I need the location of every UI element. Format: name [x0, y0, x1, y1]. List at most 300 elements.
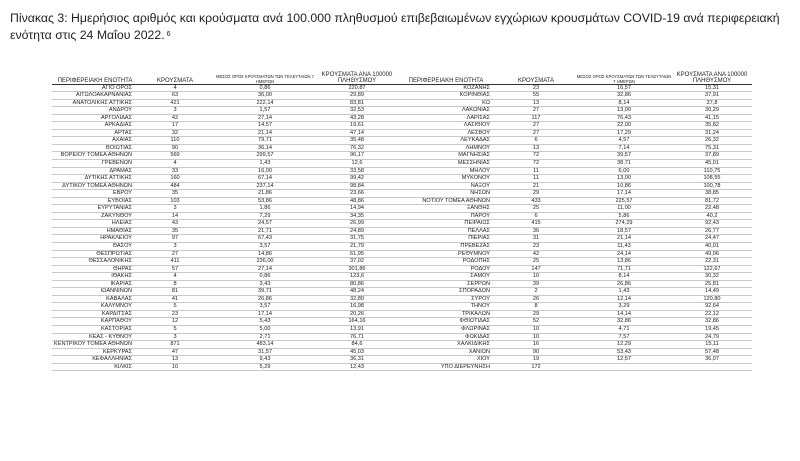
table-row [52, 137, 752, 145]
region-cell-left: ΚΑΡΠΑΘΟΥ [52, 318, 138, 326]
header-region-left: ΠΕΡΙΦΕΡΕΙΑΚΗ ΕΝΟΤΗΤΑ [52, 68, 138, 84]
avg-cell-right: 8,14 [576, 273, 672, 281]
cases-cell-left: 35 [138, 227, 212, 235]
cases-cell-right: 42 [496, 250, 576, 258]
per100k-cell-right: 100,78 [672, 182, 752, 190]
region-cell-right: ΠΕΛΛΑΣ [396, 227, 496, 235]
avg-cell-right: 32,86 [576, 318, 672, 326]
per100k-cell-right: 110,75 [672, 167, 752, 175]
table-row [52, 144, 752, 152]
per100k-cell-left: 48,24 [318, 288, 396, 296]
avg-cell-left: 21,71 [212, 227, 318, 235]
per100k-cell-right: 22,31 [672, 258, 752, 266]
cases-cell-right: 415 [496, 220, 576, 228]
per100k-cell-right: 108,55 [672, 175, 752, 183]
per100k-cell-left: 32,53 [318, 107, 396, 115]
cases-cell-left: 10 [138, 363, 212, 371]
avg-cell-left: 483,14 [212, 341, 318, 349]
cases-cell-left: 23 [138, 310, 212, 318]
table-row [52, 265, 752, 273]
avg-cell-right: 11,43 [576, 242, 672, 250]
avg-cell-right: 1,43 [576, 288, 672, 296]
region-cell-left: ΘΕΣΠΡΩΤΙΑΣ [52, 250, 138, 258]
region-cell-right: ΣΥΡΟΥ [396, 295, 496, 303]
cases-cell-left: 14 [138, 212, 212, 220]
per100k-cell-left: 19,61 [318, 122, 396, 130]
region-cell-left: ΚΕΑΣ - ΚΥΘΝΟΥ [52, 333, 138, 341]
cases-cell-left: 43 [138, 220, 212, 228]
cases-cell-right: 172 [496, 363, 576, 371]
per100k-cell-right: 41,15 [672, 114, 752, 122]
region-cell-left: ΙΩΑΝΝΙΝΩΝ [52, 288, 138, 296]
per100k-cell-left: 37,02 [318, 258, 396, 266]
per100k-cell-right: 120,80 [672, 295, 752, 303]
per100k-cell-left: 98,84 [318, 182, 396, 190]
cases-cell-left: 47 [138, 348, 212, 356]
avg-cell-left: 236,00 [212, 258, 318, 266]
cases-cell-left: 160 [138, 175, 212, 183]
region-cell-right: ΤΗΝΟΥ [396, 303, 496, 311]
region-cell-left: ΒΟΡΕΙΟΥ ΤΟΜΕΑ ΑΘΗΝΩΝ [52, 152, 138, 160]
cases-cell-left: 63 [138, 92, 212, 100]
region-cell-left: ΓΡΕΒΕΝΩΝ [52, 159, 138, 167]
region-cell-left: ΖΑΚΥΝΘΟΥ [52, 212, 138, 220]
cases-cell-left: 110 [138, 137, 212, 145]
avg-cell-right: 8,14 [576, 99, 672, 107]
table-row [52, 280, 752, 288]
cases-cell-right: 29 [496, 310, 576, 318]
avg-cell-left: 14,86 [212, 250, 318, 258]
per100k-cell-right [672, 363, 752, 371]
cases-cell-left: 3 [138, 333, 212, 341]
per100k-cell-right: 24,47 [672, 235, 752, 243]
region-cell-right: ΝΟΤΙΟΥ ΤΟΜΕΑ ΑΘΗΝΩΝ [396, 197, 496, 205]
region-cell-right: ΛΗΜΝΟΥ [396, 144, 496, 152]
table-row [52, 220, 752, 228]
per100k-cell-right: 37,89 [672, 152, 752, 160]
avg-cell-right: 17,14 [576, 190, 672, 198]
header-avg-right: ΜΕΣΟΣ ΟΡΟΣ ΚΡΟΥΣΜΑΤΩΝ ΤΩΝ ΤΕΛΕΥΤΑΙΩΝ 7 ΗΜΕΡΩΝ [576, 68, 672, 84]
cases-cell-right: 13 [496, 99, 576, 107]
cases-cell-left: 90 [138, 144, 212, 152]
header-per100k-right: ΚΡΟΥΣΜΑΤΑ ΑΝΑ 100000 ΠΛΗΘΥΣΜΟΥ [672, 68, 752, 84]
avg-cell-right: 39,57 [576, 152, 672, 160]
table-row [52, 235, 752, 243]
per100k-cell-right: 81,72 [672, 197, 752, 205]
avg-cell-right: 12,29 [576, 341, 672, 349]
avg-cell-left: 237,14 [212, 182, 318, 190]
region-cell-right: ΛΑΡΙΣΑΣ [396, 114, 496, 122]
per100k-cell-left: 45,03 [318, 348, 396, 356]
avg-cell-right: 53,43 [576, 348, 672, 356]
cases-cell-right: 72 [496, 152, 576, 160]
covid-cases-table [52, 68, 752, 371]
cases-cell-right: 8 [496, 303, 576, 311]
table-row [52, 129, 752, 137]
avg-cell-left: 16,00 [212, 167, 318, 175]
avg-cell-right: 5,86 [576, 212, 672, 220]
per100k-cell-right: 24,79 [672, 333, 752, 341]
cases-cell-right: 147 [496, 265, 576, 273]
cases-cell-left: 103 [138, 197, 212, 205]
per100k-cell-right: 45,01 [672, 159, 752, 167]
cases-cell-left: 32 [138, 129, 212, 137]
cases-cell-right: 10 [496, 333, 576, 341]
cases-cell-right: 10 [496, 273, 576, 281]
region-cell-left: ΘΕΣΣΑΛΟΝΙΚΗΣ [52, 258, 138, 266]
per100k-cell-left: 31,75 [318, 235, 396, 243]
region-cell-right: ΝΗΣΩΝ [396, 190, 496, 198]
cases-cell-left: 411 [138, 258, 212, 266]
per100k-cell-right: 92,64 [672, 303, 752, 311]
cases-cell-right: 26 [496, 295, 576, 303]
header-per100k-left: ΚΡΟΥΣΜΑΤΑ ΑΝΑ 100000 ΠΛΗΘΥΣΜΟΥ [318, 68, 396, 84]
table-row [52, 288, 752, 296]
per100k-cell-left: 35,48 [318, 137, 396, 145]
avg-cell-right: 3,29 [576, 303, 672, 311]
cases-cell-right: 27 [496, 122, 576, 130]
per100k-cell-right: 122,67 [672, 265, 752, 273]
table-row [52, 356, 752, 364]
region-cell-left: ΑΝΔΡΟΥ [52, 107, 138, 115]
avg-cell-left: 21,86 [212, 190, 318, 198]
avg-cell-left: 0,86 [212, 273, 318, 281]
per100k-cell-right: 32,86 [672, 318, 752, 326]
region-cell-left: ΗΡΑΚΛΕΙΟΥ [52, 235, 138, 243]
header-cases-left: ΚΡΟΥΣΜΑΤΑ [138, 68, 212, 84]
table-row [52, 84, 752, 92]
avg-cell-right: 32,86 [576, 92, 672, 100]
region-cell-right: ΚΩ [396, 99, 496, 107]
avg-cell-left: 67,14 [212, 175, 318, 183]
cases-cell-right: 11 [496, 175, 576, 183]
per100k-cell-left: 84,6 [318, 341, 396, 349]
avg-cell-left: 222,14 [212, 99, 318, 107]
per100k-cell-right: 49,06 [672, 250, 752, 258]
avg-cell-left: 1,57 [212, 107, 318, 115]
table-row [52, 303, 752, 311]
cases-cell-left: 421 [138, 99, 212, 107]
per100k-cell-left: 33,58 [318, 167, 396, 175]
per100k-cell-right: 40,2 [672, 212, 752, 220]
cases-cell-right: 2 [496, 288, 576, 296]
cases-cell-right: 36 [496, 227, 576, 235]
table-row [52, 258, 752, 266]
avg-cell-right: 11,00 [576, 205, 672, 213]
cases-cell-left: 4 [138, 273, 212, 281]
region-cell-left: ΚΑΣΤΟΡΙΑΣ [52, 326, 138, 334]
per100k-cell-right: 22,48 [672, 205, 752, 213]
cases-cell-left: 42 [138, 114, 212, 122]
avg-cell-right [576, 363, 672, 371]
cases-cell-left: 35 [138, 190, 212, 198]
cases-cell-left: 871 [138, 341, 212, 349]
per100k-cell-left: 23,66 [318, 190, 396, 198]
per100k-cell-left: 164,16 [318, 318, 396, 326]
per100k-cell-right: 57,48 [672, 348, 752, 356]
table-row [52, 348, 752, 356]
table-row [52, 295, 752, 303]
region-cell-right: ΦΛΩΡΙΝΑΣ [396, 326, 496, 334]
avg-cell-left: 36,14 [212, 144, 318, 152]
avg-cell-right: 24,14 [576, 250, 672, 258]
region-cell-left: ΚΑΒΑΛΑΣ [52, 295, 138, 303]
region-cell-right: ΠΕΙΡΑΙΩΣ [396, 220, 496, 228]
avg-cell-right: 76,43 [576, 114, 672, 122]
avg-cell-right: 4,57 [576, 137, 672, 145]
per100k-cell-right: 30,29 [672, 107, 752, 115]
avg-cell-left: 7,29 [212, 212, 318, 220]
header-row [52, 68, 752, 84]
table-row [52, 152, 752, 160]
avg-cell-left: 5,29 [212, 363, 318, 371]
avg-cell-left: 26,86 [212, 295, 318, 303]
avg-cell-left: 9,43 [212, 356, 318, 364]
per100k-cell-left: 220,87 [318, 84, 396, 92]
table-row [52, 227, 752, 235]
cases-cell-left: 569 [138, 152, 212, 160]
cases-cell-left: 3 [138, 107, 212, 115]
table-row [52, 122, 752, 130]
cases-cell-left: 97 [138, 235, 212, 243]
cases-cell-right: 23 [496, 84, 576, 92]
footnote-marker: 6 [166, 31, 171, 38]
table-row [52, 205, 752, 213]
region-cell-right: ΞΑΝΘΗΣ [396, 205, 496, 213]
region-cell-left: ΙΘΑΚΗΣ [52, 273, 138, 281]
cases-cell-right: 72 [496, 159, 576, 167]
per100k-cell-left: 21,79 [318, 242, 396, 250]
cases-cell-left: 3 [138, 205, 212, 213]
header-avg-left: ΜΕΣΟΣ ΟΡΟΣ ΚΡΟΥΣΜΑΤΩΝ ΤΩΝ ΤΕΛΕΥΤΑΙΩΝ 7 ΗΜΕΡΩΝ [212, 68, 318, 84]
per100k-cell-right: 37,8 [672, 99, 752, 107]
region-cell-right: ΣΠΟΡΑΔΩΝ [396, 288, 496, 296]
cases-cell-right: 21 [496, 182, 576, 190]
region-cell-right: ΚΟΖΑΝΗΣ [396, 84, 496, 92]
cases-cell-right: 23 [496, 242, 576, 250]
cases-cell-right: 52 [496, 318, 576, 326]
avg-cell-left: 3,43 [212, 280, 318, 288]
per100k-cell-right: 36,07 [672, 356, 752, 364]
region-cell-right: ΣΑΜΟΥ [396, 273, 496, 281]
per100k-cell-left: 26,99 [318, 220, 396, 228]
table-header [52, 68, 752, 84]
avg-cell-left: 5,43 [212, 318, 318, 326]
avg-cell-right: 13,86 [576, 258, 672, 266]
per100k-cell-left: 123,6 [318, 273, 396, 281]
region-cell-left: ΔΡΑΜΑΣ [52, 167, 138, 175]
region-cell-left: ΑΡΤΑΣ [52, 129, 138, 137]
region-cell-left: ΔΥΤΙΚΗΣ ΑΤΤΙΚΗΣ [52, 175, 138, 183]
region-cell-left: ΑΙΤΩΛΟΑΚΑΡΝΑΝΙΑΣ [52, 92, 138, 100]
region-cell-right: ΛΕΣΒΟΥ [396, 129, 496, 137]
avg-cell-left: 79,71 [212, 137, 318, 145]
per100k-cell-right: 15,11 [672, 341, 752, 349]
cases-cell-right: 13 [496, 144, 576, 152]
region-cell-right: ΧΑΛΚΙΔΙΚΗΣ [396, 341, 496, 349]
cases-cell-right: 27 [496, 107, 576, 115]
per100k-cell-right: 25,81 [672, 280, 752, 288]
region-cell-right: ΥΠΟ ΔΙΕΡΕΥΝΗΣΗ [396, 363, 496, 371]
per100k-cell-left: 13,91 [318, 326, 396, 334]
per100k-cell-left: 20,26 [318, 310, 396, 318]
region-cell-right: ΛΑΚΩΝΙΑΣ [396, 107, 496, 115]
cases-cell-right: 55 [496, 92, 576, 100]
cases-cell-right: 25 [496, 205, 576, 213]
cases-cell-right: 90 [496, 348, 576, 356]
avg-cell-left: 21,14 [212, 129, 318, 137]
region-cell-right: ΠΑΡΟΥ [396, 212, 496, 220]
cases-cell-left: 4 [138, 84, 212, 92]
header-region-right: ΠΕΡΙΦΕΡΕΙΑΚΗ ΕΝΟΤΗΤΑ [396, 68, 496, 84]
avg-cell-right: 17,29 [576, 129, 672, 137]
per100k-cell-left: 96,17 [318, 152, 396, 160]
per100k-cell-left: 301,86 [318, 265, 396, 273]
avg-cell-right: 274,29 [576, 220, 672, 228]
per100k-cell-left: 47,14 [318, 129, 396, 137]
region-cell-right: ΛΑΣΙΘΙΟΥ [396, 122, 496, 130]
avg-cell-left: 67,43 [212, 235, 318, 243]
region-cell-left: ΕΥΡΥΤΑΝΙΑΣ [52, 205, 138, 213]
cases-cell-left: 27 [138, 250, 212, 258]
avg-cell-left: 36,00 [212, 92, 318, 100]
avg-cell-right: 4,71 [576, 326, 672, 334]
table-row [52, 318, 752, 326]
cases-cell-left: 57 [138, 265, 212, 273]
per100k-cell-left: 34,35 [318, 212, 396, 220]
cases-cell-left: 3 [138, 242, 212, 250]
region-cell-right: ΜΕΣΣΗΝΙΑΣ [396, 159, 496, 167]
avg-cell-right: 71,71 [576, 265, 672, 273]
cases-cell-right: 39 [496, 280, 576, 288]
table-row [52, 363, 752, 371]
region-cell-left: ΗΜΑΘΙΑΣ [52, 227, 138, 235]
region-cell-left: ΔΥΤΙΚΟΥ ΤΟΜΕΑ ΑΘΗΝΩΝ [52, 182, 138, 190]
avg-cell-right: 22,00 [576, 122, 672, 130]
per100k-cell-right: 26,32 [672, 137, 752, 145]
avg-cell-left: 299,57 [212, 152, 318, 160]
per100k-cell-right: 35,82 [672, 122, 752, 130]
cases-cell-left: 5 [138, 303, 212, 311]
cases-cell-left: 8 [138, 280, 212, 288]
per100k-cell-left: 76,32 [318, 144, 396, 152]
table-row [52, 197, 752, 205]
table-row [52, 175, 752, 183]
per100k-cell-right: 38,85 [672, 190, 752, 198]
table-row [52, 341, 752, 349]
cases-cell-left: 17 [138, 122, 212, 130]
cases-cell-left: 4 [138, 159, 212, 167]
per100k-cell-right: 31,24 [672, 129, 752, 137]
per100k-cell-right: 15,31 [672, 84, 752, 92]
data-table-container [52, 68, 752, 371]
region-cell-right: ΧΙΟΥ [396, 356, 496, 364]
region-cell-right: ΛΕΥΚΑΔΑΣ [396, 137, 496, 145]
region-cell-left: ΚΙΛΚΙΣ [52, 363, 138, 371]
cases-cell-right: 25 [496, 258, 576, 266]
table-row [52, 273, 752, 281]
per100k-cell-left: 76,71 [318, 333, 396, 341]
header-cases-right: ΚΡΟΥΣΜΑΤΑ [496, 68, 576, 84]
per100k-cell-left: 16,98 [318, 303, 396, 311]
avg-cell-right: 10,86 [576, 182, 672, 190]
region-cell-right: ΣΕΡΡΩΝ [396, 280, 496, 288]
cases-cell-left: 484 [138, 182, 212, 190]
per100k-cell-left: 32,80 [318, 295, 396, 303]
region-cell-left: ΑΓΙΟ ΟΡΟΣ [52, 84, 138, 92]
avg-cell-left: 39,71 [212, 288, 318, 296]
avg-cell-right: 225,57 [576, 197, 672, 205]
per100k-cell-left: 99,42 [318, 175, 396, 183]
region-cell-left: ΚΕΦΑΛΛΗΝΙΑΣ [52, 356, 138, 364]
avg-cell-left: 17,14 [212, 310, 318, 318]
avg-cell-right: 7,57 [576, 333, 672, 341]
avg-cell-right: 6,00 [576, 167, 672, 175]
avg-cell-left: 14,57 [212, 122, 318, 130]
per100k-cell-right: 92,43 [672, 220, 752, 228]
region-cell-left: ΕΥΒΟΙΑΣ [52, 197, 138, 205]
avg-cell-left: 0,86 [212, 84, 318, 92]
caption-text: Πίνακας 3: Ημερήσιος αριθμός και κρούσματα ανά 100.000 πληθυσμού επιβεβαιωμένων εγχώριων κρουσμάτων COVID-19 ανά περιφερειακή ενότητα στις 24 Μαΐου 2022. [10, 11, 780, 42]
avg-cell-right: 18,57 [576, 227, 672, 235]
cases-cell-right: 11 [496, 167, 576, 175]
region-cell-left: ΚΑΡΔΙΤΣΑΣ [52, 310, 138, 318]
table-row [52, 212, 752, 220]
region-cell-right: ΜΑΓΝΗΣΙΑΣ [396, 152, 496, 160]
cases-cell-right: 19 [496, 356, 576, 364]
avg-cell-right: 13,00 [576, 107, 672, 115]
table-row [52, 250, 752, 258]
region-cell-right: ΚΟΡΙΝΘΙΑΣ [396, 92, 496, 100]
avg-cell-left: 53,86 [212, 197, 318, 205]
cases-cell-left: 41 [138, 295, 212, 303]
per100k-cell-right: 30,32 [672, 273, 752, 281]
cases-cell-right: 117 [496, 114, 576, 122]
table-row [52, 167, 752, 175]
region-cell-right: ΤΡΙΚΑΛΩΝ [396, 310, 496, 318]
region-cell-left: ΘΗΡΑΣ [52, 265, 138, 273]
per100k-cell-left: 36,31 [318, 356, 396, 364]
region-cell-left: ΚΕΝΤΡΙΚΟΥ ΤΟΜΕΑ ΑΘΗΝΩΝ [52, 341, 138, 349]
avg-cell-right: 21,14 [576, 235, 672, 243]
per100k-cell-left: 61,95 [318, 250, 396, 258]
region-cell-right: ΜΥΚΟΝΟΥ [396, 175, 496, 183]
table-row [52, 333, 752, 341]
per100k-cell-left: 29,89 [318, 92, 396, 100]
region-cell-left: ΑΡΚΑΔΙΑΣ [52, 122, 138, 130]
avg-cell-right: 13,00 [576, 175, 672, 183]
avg-cell-right: 12,57 [576, 356, 672, 364]
cases-cell-right: 6 [496, 137, 576, 145]
per100k-cell-right: 26,77 [672, 227, 752, 235]
avg-cell-right: 38,71 [576, 159, 672, 167]
table-row [52, 114, 752, 122]
region-cell-right: ΡΟΔΟΠΗΣ [396, 258, 496, 266]
avg-cell-left: 24,57 [212, 220, 318, 228]
cases-cell-left: 12 [138, 318, 212, 326]
avg-cell-right: 12,14 [576, 295, 672, 303]
region-cell-left: ΕΒΡΟΥ [52, 190, 138, 198]
region-cell-left: ΒΟΙΩΤΙΑΣ [52, 144, 138, 152]
per100k-cell-right: 75,31 [672, 144, 752, 152]
per100k-cell-right: 14,49 [672, 288, 752, 296]
region-cell-right: ΠΙΕΡΙΑΣ [396, 235, 496, 243]
cases-cell-right: 10 [496, 326, 576, 334]
per100k-cell-left: 48,86 [318, 197, 396, 205]
table-row [52, 99, 752, 107]
region-cell-left: ΑΝΑΤΟΛΙΚΗΣ ΑΤΤΙΚΗΣ [52, 99, 138, 107]
region-cell-left: ΘΑΣΟΥ [52, 242, 138, 250]
